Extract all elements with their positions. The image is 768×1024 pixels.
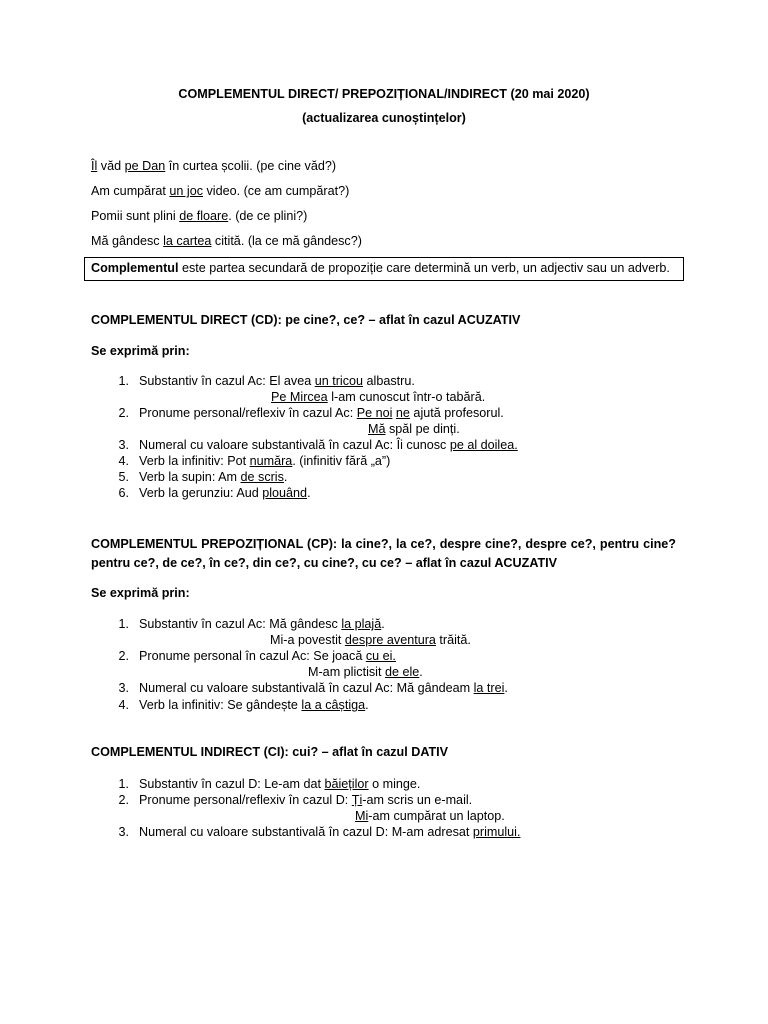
cp-list-item: 1. Substantiv în cazul Ac: Mă gândesc la plajă. (118, 617, 385, 631)
cd-list-item: 4. Verb la infinitiv: Pot număra. (infinitiv fără „a”) (118, 454, 391, 468)
cd-heading: COMPLEMENTUL DIRECT (CD): pe cine?, ce? – aflat în cazul ACUZATIV (91, 313, 521, 327)
cp-exprima-label: Se exprimă prin: (91, 586, 190, 600)
cd-list-item: 1. Substantiv în cazul Ac: El avea un tricou albastru. (118, 374, 415, 388)
ci-list-item: 3. Numeral cu valoare substantivală în cazul D: M-am adresat primului. (118, 825, 521, 839)
cp-list-item: 2. Pronume personal în cazul Ac: Se joacă cu ei. (118, 649, 396, 663)
cd-list-item: 2. Pronume personal/reflexiv în cazul Ac: Pe noi ne ajută profesorul. (118, 406, 504, 420)
cd-list-item: 5. Verb la supin: Am de scris. (118, 470, 288, 484)
example-line: Mă gândesc la cartea citită. (la ce mă gândesc?) (91, 234, 362, 248)
cd-list-item: 3. Numeral cu valoare substantivală în cazul Ac: Îi cunosc pe al doilea. (118, 438, 518, 452)
cp-heading: COMPLEMENTUL PREPOZIȚIONAL (CP): la cine?, la ce?, despre cine?, despre ce?, pentru cine? pentru ce?, de ce?, în ce?, din ce?, cu cine?, cu ce? – aflat în cazul ACUZATIV (91, 537, 676, 570)
ci-list-item: 1. Substantiv în cazul D: Le-am dat băieților o minge. (118, 777, 421, 791)
cp-list-item-continued: Mi-a povestit despre aventura trăită. (270, 633, 471, 647)
example-line: Pomii sunt plini de floare. (de ce plini?) (91, 209, 308, 223)
cp-list-item: 3. Numeral cu valoare substantivală în cazul Ac: Mă gândeam la trei. (118, 681, 508, 695)
cp-list-item: 4. Verb la infinitiv: Se gândește la a câștiga. (118, 698, 369, 712)
document-subtitle: (actualizarea cunoștințelor) (302, 111, 466, 125)
definition-text: este partea secundară de propoziție care determină un verb, un adjectiv sau un adverb. (178, 261, 670, 275)
definition-box (84, 257, 684, 281)
example-line: Am cumpărat un joc video. (ce am cumpărat?) (91, 184, 350, 198)
ci-list-item-continued: Mi-am cumpărat un laptop. (355, 809, 505, 823)
document-title: COMPLEMENTUL DIRECT/ PREPOZIȚIONAL/INDIRECT (20 mai 2020) (178, 87, 590, 101)
cp-list-item-continued: M-am plictisit de ele. (308, 665, 423, 679)
ci-list-item: 2. Pronume personal/reflexiv în cazul D: Ți-am scris un e-mail. (118, 793, 473, 807)
cd-exprima-label: Se exprimă prin: (91, 344, 190, 358)
definition-term: Complementul (91, 261, 179, 275)
example-line: Îl văd pe Dan în curtea școlii. (pe cine văd?) (91, 159, 337, 173)
cd-list-item-continued: Pe Mircea l-am cunoscut într-o tabără. (271, 390, 486, 404)
cd-list-item: 6. Verb la gerunziu: Aud plouând. (118, 486, 311, 500)
cd-list-item-continued: Mă spăl pe dinți. (368, 422, 460, 436)
ci-heading: COMPLEMENTUL INDIRECT (CI): cui? – aflat în cazul DATIV (91, 745, 449, 759)
